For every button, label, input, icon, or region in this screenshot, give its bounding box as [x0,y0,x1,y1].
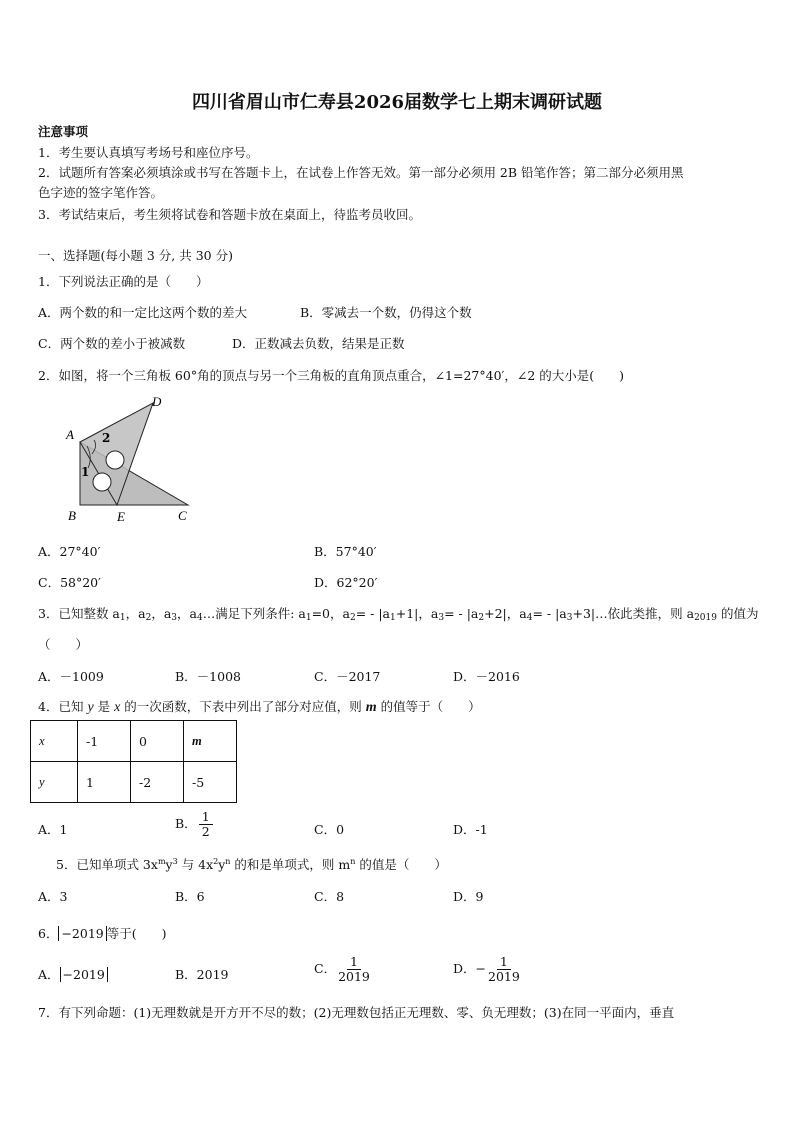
q2-option-c: C．58°20′ [38,575,101,590]
q2-option-b: B．57°40′ [314,544,377,559]
q4-value-table [30,720,237,803]
q5-stem: 5．已知单项式 $3x^my^3$ 与 $4x^2y^n$ 的和是单项式，则 $m^n$ 的值是（ ） [56,857,447,872]
table-cell: -5 [184,762,237,803]
q5-option-b: B．6 [175,889,205,904]
q2-option-d: D．62°20′ [314,575,378,590]
q1-stem: 1．下列说法正确的是（ ） [38,274,209,289]
q3-option-b: B．－1008 [175,669,241,684]
table-cell: -2 [131,762,184,803]
q1-option-d: D．正数减去负数，结果是正数 [232,336,405,351]
table-cell: 1 [78,762,131,803]
q1-option-b: B．零减去一个数，仍得这个数 [300,305,472,320]
label-angle-1: 1 [81,465,90,479]
label-e: E [117,509,125,524]
q3-stem: 3．已知整数 $a_1$，$a_2$，$a_3$，$a_4\dots$满足下列条件: $a_1=0$，$a_2= - |a_1+1|$，$a_3= - |a_2+2|$，$a_4=$ - $|a_3+3|\dots$依此类推，则 $a_{2019}$ 的值为 [38,606,759,623]
q5-option-c: C．8 [314,889,345,904]
table-cell: m [184,721,237,762]
table-row [31,762,237,803]
q3-option-c: C．－2017 [314,669,381,684]
notice-item-2: 2．试题所有答案必须填涂或书写在答题卡上，在试卷上作答无效。第一部分必须用 2B 铅笔作答；第二部分必须用黑 [38,165,684,180]
q3-option-d: D．－2016 [453,669,520,684]
label-angle-2: 2 [102,431,111,445]
q6-option-a: A． −2019 [38,965,108,983]
label-d: D [152,394,162,409]
q2-figure [60,390,200,525]
hole-circle-upper [106,451,124,469]
label-a: A [66,427,74,442]
table-cell: x [31,721,78,762]
q5-option-d: D．9 [453,889,484,904]
q6-option-b: B．2019 [175,967,229,982]
q4-stem: 4．已知 y 是 x 的一次函数，下表中列出了部分对应值，则 m 的值等于（ ） [38,699,481,715]
hole-circle-lower [93,473,111,491]
table-cell: -1 [78,721,131,762]
q1-option-a: A．两个数的和一定比这两个数的差大 [38,305,248,320]
q6-option-c: C． $\frac{1}{2019}$ [314,954,370,984]
page-title: 四川省眉山市仁寿县2026届数学七上期末调研试题 [191,92,603,113]
table-cell: 0 [131,721,184,762]
q4-option-a: A．1 [38,822,68,837]
q4-option-b: B． $\frac{1}{2}$ [175,810,215,839]
q2-stem: 2．如图，将一个三角板 60°角的顶点与另一个三角板的直角顶点重合，∠1=27°40′，∠2 的大小是( ) [38,368,625,383]
q5-option-a: A．3 [38,889,68,904]
section-heading: 一、选择题(每小题 3 分, 共 30 分) [38,248,233,263]
label-b: B [68,508,76,523]
table-cell: y [31,762,78,803]
q2-option-a: A．27°40′ [38,544,101,559]
q3-stem-cont: （ ） [38,637,89,652]
table-row [31,721,237,762]
q4-option-c: C．0 [314,822,345,837]
notice-heading: 注意事项 [38,124,89,139]
q4-option-d: D．-1 [453,822,488,837]
q1-option-c: C．两个数的差小于被减数 [38,336,186,351]
q3-option-a: A．－1009 [38,669,104,684]
notice-item-3: 3．考试结束后，考生须将试卷和答题卡放在桌面上，待监考员收回。 [38,207,421,222]
notice-item-2-cont: 色字迹的签字笔作答。 [38,185,164,200]
q6-stem: 6． −2019 等于( ) [38,926,167,941]
q6-option-d: D．− $\frac{1}{2019}$ [453,954,520,984]
label-c: C [178,508,187,523]
notice-item-1: 1．考生要认真填写考场号和座位序号。 [38,145,259,160]
q7-stem: 7．有下列命题：(1)无理数就是开方开不尽的数；(2)无理数包括正无理数、零、负无理数；(3)在同一平面内，垂直 [38,1005,675,1020]
